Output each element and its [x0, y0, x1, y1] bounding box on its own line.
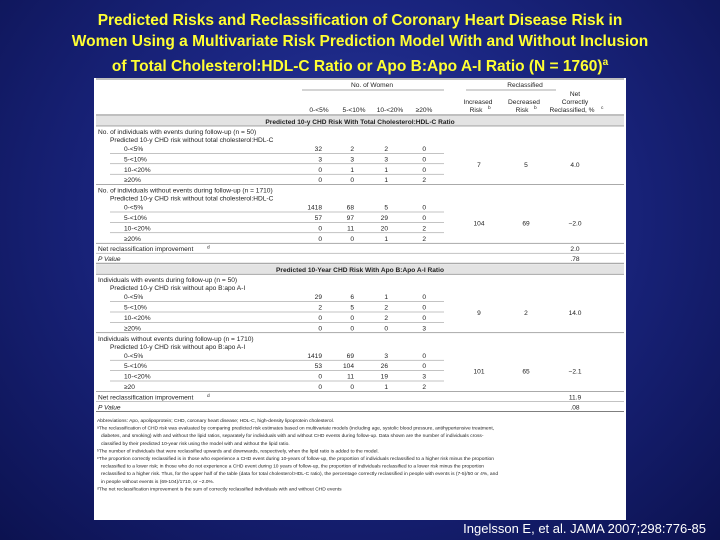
- title-line-1: Predicted Risks and Reclassification of Coronary Heart Disease Risk in: [97, 12, 623, 29]
- section-heading: Predicted 10-Year CHD Risk With Apo B:Apo A-I Ratio: [276, 267, 444, 274]
- group-sublabel: Predicted 10-y CHD risk without apo B:apo A-I: [110, 343, 246, 351]
- header-sup-c: c: [601, 106, 604, 111]
- p-value: .78: [570, 256, 580, 264]
- cell-count: 29: [380, 215, 388, 222]
- cell-count: 0: [422, 363, 426, 371]
- cell-count: 26: [380, 363, 388, 371]
- cell-count: 2: [422, 177, 426, 185]
- footnote-line: ᵃThe reclassification of CHD risk was evaluated by comparing predicted risk estimates based on multivariate models (including age, systolic blood pressure, antihypertensive treatment,: [97, 426, 495, 432]
- header-reclassified-pct: Reclassified, %: [549, 107, 595, 114]
- cell-count: 2: [422, 384, 426, 391]
- nri-label: Net reclassification improvement: [98, 394, 194, 402]
- row-label: 0-<5%: [124, 294, 144, 302]
- group-label: Individuals with events during follow-up (n = 50): [98, 277, 238, 285]
- cell-count: 5: [350, 304, 354, 312]
- cell-count: 0: [350, 384, 354, 391]
- cell-count: 53: [314, 363, 322, 371]
- footnote-line: ᶜThe proportion correctly reclassified is in those who experience a CHD event during 10-years of follow-up, the proportion of individuals reclassified to a higher risk minus the proportion: [97, 457, 494, 462]
- cell-count: 0: [318, 235, 322, 243]
- cell-count: 1419: [307, 352, 322, 360]
- cell-count: 1: [350, 166, 354, 174]
- footnote-line: classified by their predicted 10-year risk using the model with and without the lipid ratio.: [101, 441, 290, 447]
- slide-title: [10, 10, 710, 77]
- row-label: ≥20%: [124, 325, 141, 333]
- cell-count: 0: [318, 384, 322, 391]
- cell-count: 57: [314, 215, 322, 222]
- cell-count: 2: [350, 146, 354, 153]
- p-value: .08: [570, 404, 580, 412]
- cell-increased: 104: [473, 220, 485, 228]
- cell-net-correct: 14.0: [568, 310, 582, 317]
- cell-count: 0: [350, 315, 354, 322]
- cell-count: 0: [318, 373, 322, 381]
- row-label: 5-<10%: [124, 215, 147, 222]
- cell-count: 3: [422, 325, 426, 333]
- cell-net-correct: −2.1: [568, 368, 582, 376]
- cell-count: 104: [342, 363, 354, 371]
- cell-count: 3: [318, 156, 322, 164]
- cell-count: 0: [318, 177, 322, 185]
- cell-count: 69: [346, 352, 354, 360]
- cell-count: 1418: [307, 204, 322, 212]
- nri-sup: d: [207, 245, 210, 251]
- cell-count: 0: [422, 215, 426, 222]
- cell-count: 0: [422, 204, 426, 212]
- cell-count: 3: [350, 156, 354, 164]
- cell-count: 0: [422, 352, 426, 360]
- cell-count: 1: [384, 177, 388, 185]
- row-label: 0-<5%: [124, 352, 144, 360]
- cell-count: 3: [422, 373, 426, 381]
- cell-count: 20: [380, 225, 388, 233]
- row-label: ≥20%: [124, 177, 141, 185]
- cell-count: 0: [422, 315, 426, 322]
- p-label: P Value: [98, 404, 121, 412]
- footnote-line: Abbreviations: Apo, apolipoprotein; CHD, coronary heart disease; HDL-C, high-density lipoprotein cholesterol.: [97, 419, 335, 424]
- table-panel: [94, 78, 626, 520]
- header-correctly: Correctly: [561, 99, 589, 106]
- header-net: Net: [569, 91, 581, 98]
- cell-decreased: 2: [524, 310, 528, 317]
- row-label: 0-<5%: [124, 204, 144, 212]
- cell-count: 97: [346, 215, 354, 222]
- nri-value: 11.9: [568, 394, 582, 402]
- cell-count: 6: [350, 294, 354, 302]
- row-label: 10-<20%: [124, 373, 151, 381]
- group-label: No. of individuals with events during follow-up (n = 50): [98, 129, 257, 136]
- header-col-2: 10-<20%: [376, 107, 404, 114]
- row-label: 10-<20%: [124, 315, 151, 322]
- cell-decreased: 5: [524, 161, 528, 169]
- nri-label: Net reclassification improvement: [98, 246, 194, 254]
- row-label: 5-<10%: [124, 304, 147, 312]
- cell-net-correct: −2.0: [568, 220, 582, 228]
- cell-count: 0: [422, 294, 426, 302]
- citation: Ingelsson E, et al. JAMA 2007;298:776-85: [463, 521, 706, 536]
- title-line-2: Women Using a Multivariate Risk Prediction Model With and Without Inclusion: [71, 33, 649, 50]
- header-col-1: 5-<10%: [342, 107, 366, 114]
- section-heading: Predicted 10-y CHD Risk With Total Cholesterol:HDL-C Ratio: [265, 118, 455, 126]
- nri-value: 2.0: [570, 246, 580, 254]
- nri-sup: d: [207, 393, 210, 399]
- header-col-3: ≥20%: [415, 107, 433, 114]
- row-label: ≥20: [124, 384, 135, 391]
- cell-increased: 101: [473, 368, 485, 376]
- cell-count: 0: [318, 166, 322, 174]
- p-label: P Value: [98, 256, 121, 264]
- cell-count: 0: [384, 325, 388, 333]
- footnote-line: ᵈThe net reclassification improvement is the sum of correctly reclassified individuals with and without CHD events: [97, 487, 342, 493]
- cell-count: 2: [422, 225, 426, 233]
- cell-increased: 9: [477, 310, 481, 317]
- cell-count: 11: [347, 225, 354, 233]
- cell-count: 0: [350, 325, 354, 333]
- cell-count: 2: [384, 146, 388, 153]
- footnote-line: ᵇThe number of individuals that were reclassified upwards and downwards, respectively, when the lipid ratio is added to the model.: [97, 449, 379, 455]
- cell-count: 0: [318, 315, 322, 322]
- title-superscript: a: [602, 57, 609, 68]
- header-decreased: Decreased: [508, 99, 540, 106]
- cell-decreased: 69: [522, 220, 530, 228]
- row-label: ≥20%: [124, 235, 141, 243]
- cell-count: 0: [422, 156, 426, 164]
- cell-count: 2: [318, 304, 322, 312]
- group-label: Individuals without events during follow-up (n = 1710): [98, 335, 254, 343]
- header-sup-b: b: [534, 106, 537, 111]
- title-line-3: [10, 52, 710, 77]
- header-reclassified: Reclassified: [507, 82, 543, 89]
- row-label: 5-<10%: [124, 363, 147, 371]
- cell-count: 11: [347, 373, 354, 381]
- header-decreased-risk: Risk: [515, 107, 529, 114]
- cell-count: 29: [314, 294, 322, 302]
- cell-count: 32: [314, 146, 322, 153]
- header-increased-risk: Risk: [469, 107, 483, 114]
- row-label: 0-<5%: [124, 146, 144, 153]
- cell-increased: 7: [477, 161, 481, 169]
- cell-count: 68: [346, 204, 354, 212]
- cell-count: 3: [384, 352, 388, 360]
- cell-count: 1: [384, 235, 388, 243]
- cell-count: 0: [350, 235, 354, 243]
- cell-count: 0: [318, 225, 322, 233]
- cell-count: 3: [384, 156, 388, 164]
- cell-count: 19: [380, 373, 388, 381]
- row-label: 10-<20%: [124, 166, 151, 174]
- row-label: 5-<10%: [124, 156, 147, 164]
- cell-net-correct: 4.0: [570, 161, 580, 169]
- footnote-line: diabetes, and smoking) with and without the lipid ratios, separately for individuals with and without CHD events during follow-up. Data shown are the number of individuals cross-: [101, 434, 484, 440]
- title-line-3-text: of Total Cholesterol:HDL-C Ratio or Apo B:Apo A-I Ratio (N = 1760): [111, 58, 603, 76]
- cell-count: 0: [422, 166, 426, 174]
- cell-decreased: 65: [522, 368, 530, 376]
- header-increased: Increased: [463, 99, 493, 106]
- group-sublabel: Predicted 10-y CHD risk without total cholesterol:HDL-C: [110, 137, 274, 144]
- cell-count: 1: [384, 384, 388, 391]
- cell-count: 0: [318, 325, 322, 333]
- group-sublabel: Predicted 10-y CHD risk without apo B:apo A-I: [110, 285, 246, 293]
- header-col-0: 0-<5%: [309, 107, 329, 114]
- footnote-line: reclassified to a higher risk. Thus, for the upper half of the table (data for total cholesterol:HDL-C ratio), the percentage correctly reclassified in people with events is (7-5)/50 or 4%, and: [101, 472, 499, 478]
- footnote-line: reclassified to a lower risk; in those who do not experience a CHD event during 10 years of follow-up, the proportion of individuals reclassified to a lower risk minus the proportion: [101, 464, 485, 470]
- group-label: No. of individuals without events during follow-up (n = 1710): [98, 187, 273, 195]
- cell-count: 2: [384, 315, 388, 322]
- cell-count: 1: [384, 294, 388, 302]
- cell-count: 0: [422, 146, 426, 153]
- cell-count: 1: [384, 166, 388, 174]
- row-label: 10-<20%: [124, 225, 151, 233]
- reclassification-table: [94, 78, 626, 520]
- cell-count: 0: [422, 304, 426, 312]
- cell-count: 5: [384, 204, 388, 212]
- cell-count: 0: [350, 177, 354, 185]
- footnote-line: in people without events is (69-104)/1710, or −2.0%.: [101, 479, 215, 485]
- cell-count: 2: [384, 304, 388, 312]
- cell-count: 2: [422, 235, 426, 243]
- header-no-of-women: No. of Women: [350, 82, 394, 89]
- group-sublabel: Predicted 10-y CHD risk without total cholesterol:HDL-C: [110, 195, 274, 203]
- header-sup-b: b: [488, 106, 491, 111]
